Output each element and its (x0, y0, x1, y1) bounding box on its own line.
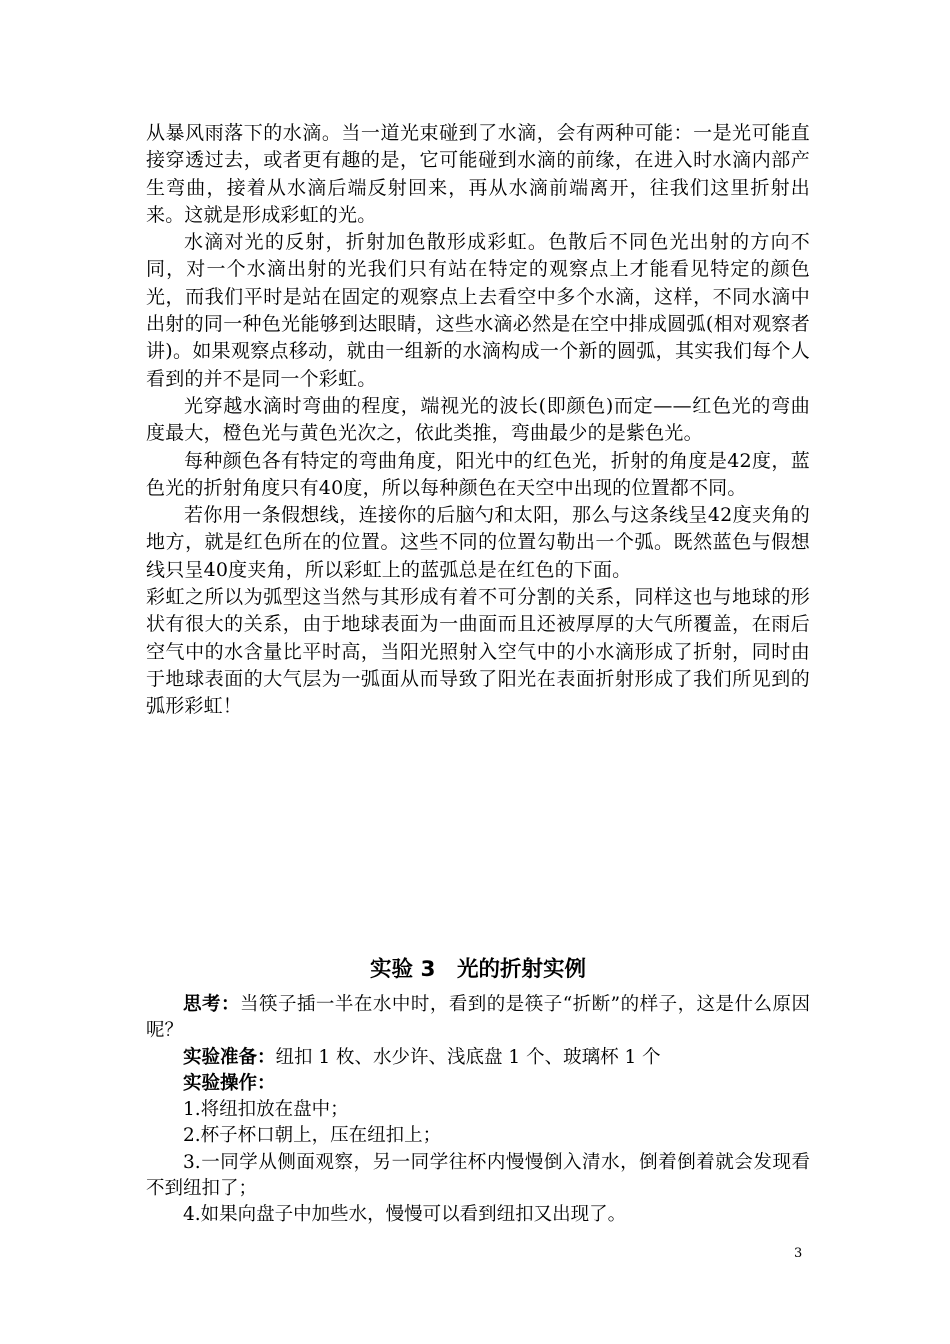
paragraph: 若你用一条假想线，连接你的后脑勺和太阳，那么与这条线呈42度夹角的地方，就是红色所在的位置。这些不同的位置勾勒出一个弧。既然蓝色与假想线只呈40度夹角，所以彩虹上的蓝弧总是在红色的下面。 (146, 504, 810, 581)
paragraph: 光穿越水滴时弯曲的程度，端视光的波长(即颜色)而定——红色光的弯曲度最大，橙色光与黄色光次之，依此类推，弯曲最少的是紫色光。 (146, 394, 810, 445)
step-item: 1.将纽扣放在盘中； (183, 1099, 349, 1121)
experiment-body (146, 992, 810, 1229)
paragraph: 每种颜色各有特定的弯曲角度，阳光中的红色光，折射的角度是42度，蓝色光的折射角度只有40度，所以每种颜色在天空中出现的位置都不同。 (146, 449, 810, 499)
think-label: 思考： (183, 994, 240, 1015)
ops-paragraph (146, 1071, 810, 1097)
article-body (146, 120, 810, 721)
paragraph: 彩虹之所以为弧型这当然与其形成有着不可分割的关系，同样这也与地球的形状有很大的关系，由于地球表面为一曲面而且还被厚厚的大气所覆盖，在雨后空气中的水含量比平时高，当阳光照射入空气中的小水滴形成了折射，同时由于地球表面的大气层为一弧面从而导致了阳光在表面折射形成了我们所见到的弧形彩虹！ (146, 586, 810, 718)
ops-label: 实验操作： (183, 1072, 276, 1094)
prep-text: 纽扣 1 枚、水少许、浅底盘 1 个、玻璃杯 1 个 (275, 1046, 661, 1068)
step-item: 2.杯子杯口朝上，压在纽扣上； (183, 1125, 442, 1147)
think-text: 当筷子插一半在水中时，看到的是筷子“折断”的样子，这是什么原因呢？ (146, 994, 810, 1042)
prep-paragraph (146, 1045, 810, 1071)
paragraph: 从暴风雨落下的水滴。当一道光束碰到了水滴，会有两种可能：一是光可能直接穿透过去，或者更有趣的是，它可能碰到水滴的前缘，在进入时水滴内部产生弯曲，接着从水滴后端反射回来，再从水滴前端离开，往我们这里折射出来。这就是形成彩虹的光。 (146, 122, 810, 226)
step-item: 3.一同学从侧面观察，另一同学往杯内慢慢倒入清水，倒着倒着就会发现看不到纽扣了； (146, 1151, 810, 1200)
prep-label: 实验准备： (183, 1046, 276, 1068)
paragraph: 水滴对光的反射，折射加色散形成彩虹。色散后不同色光出射的方向不同，对一个水滴出射的光我们只有站在特定的观察点上才能看见特定的颜色光，而我们平时是站在固定的观察点上去看空中多个水滴，这样，不同水滴中出射的同一种色光能够到达眼睛，这些水滴必然是在空中排成圆弧(相对观察者讲)。如果观察点移动，就由一组新的水滴构成一个新的圆弧，其实我们每个人看到的并不是同一个彩虹。 (146, 231, 810, 390)
step-item: 4.如果向盘子中加些水，慢慢可以看到纽扣又出现了。 (183, 1204, 627, 1226)
page-number: 3 (794, 1246, 803, 1261)
section-title: 实验 3 光的折射实例 (370, 957, 586, 982)
think-paragraph (146, 992, 810, 1045)
